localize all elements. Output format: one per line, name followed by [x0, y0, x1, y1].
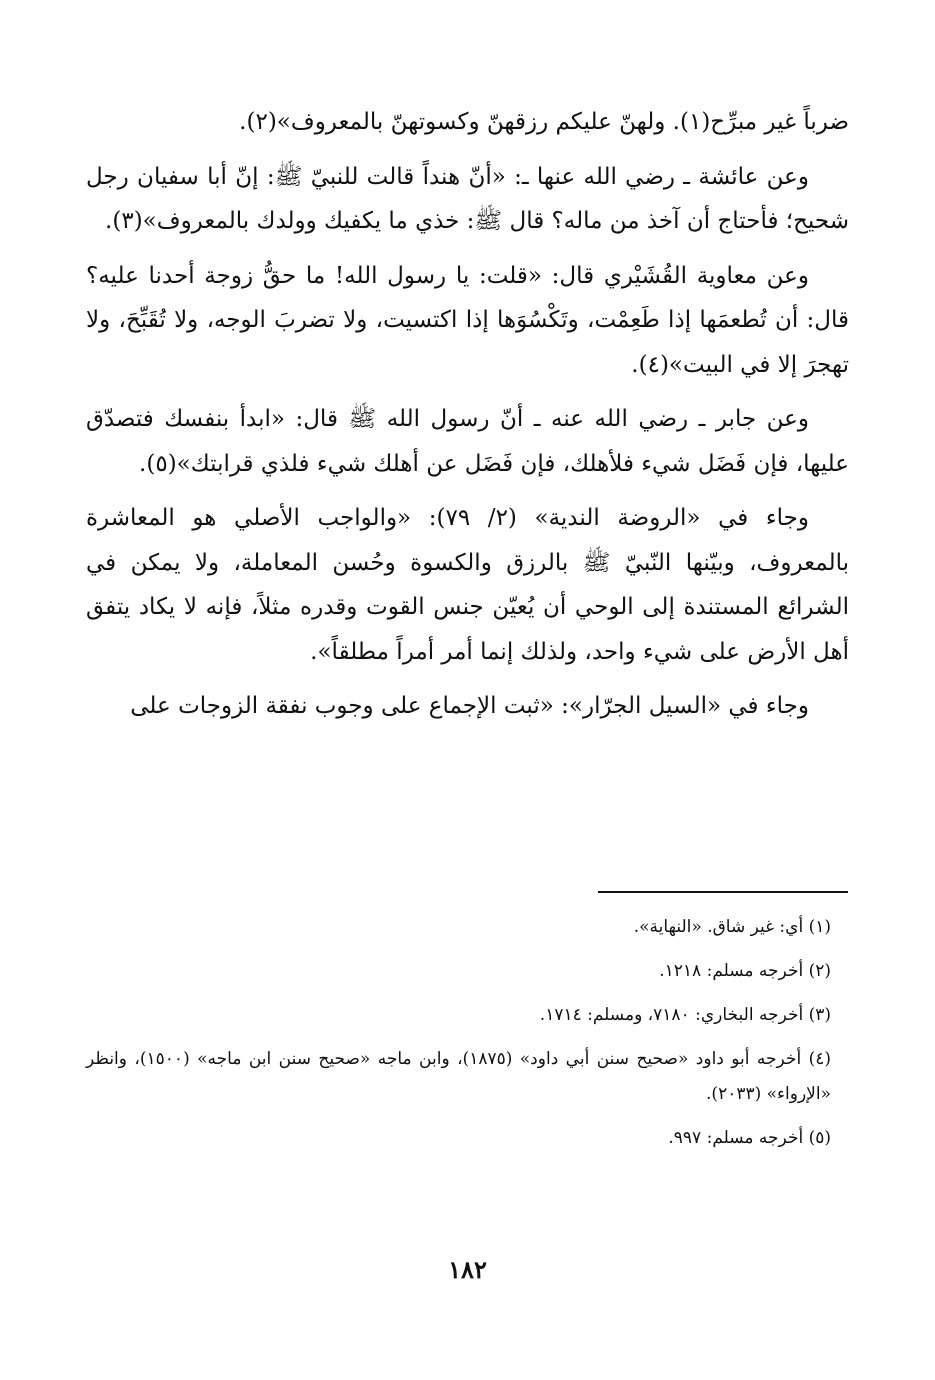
footnotes — [86, 910, 831, 1165]
main-text — [86, 100, 849, 739]
footnote: (٣) أخرجه البخاري: ٧١٨٠، ومسلم: ١٧١٤. — [539, 1005, 831, 1025]
paragraph: وجاء في «الروضة الندية» (٢/ ٧٩): «والواجب الأصلي هو المعاشرة بالمعروف، وبيّنها النّبيّ ﷺ بالرزق والكسوة وحُسن المعاملة، ولا يمكن في الشرائع المستندة إلى الوحي أن يُعيّن جنس القوت وقدره مثلاً، فإنه لا يكاد يتفق أهل الأرض على شيء واحد، ولذلك إنما أمر أمراً مطلقاً». — [86, 505, 849, 665]
paragraph: وعن عائشة ـ رضي الله عنها ـ: «أنّ هنداً قالت للنبيّ ﷺ: إنّ أبا سفيان رجل شحيح؛ فأحتاج أن آخذ من ماله؟ قال ﷺ: خذي ما يكفيك وولدك بالمعروف»(٣). — [86, 163, 849, 234]
page-number: ١٨٢ — [448, 1255, 487, 1284]
paragraph: وعن معاوية القُشَيْري قال: «قلت: يا رسول الله! ما حقُّ زوجة أحدنا عليه؟ قال: أن تُطعمَها إذا طَعِمْت، وتَكْسُوَها إذا اكتسيت، ولا تضربَ الوجه، ولا تُقَبِّحَ، ولا تهجرَ إلا في البيت»(٤). — [86, 262, 849, 378]
footnote-separator — [598, 891, 848, 893]
paragraph: وجاء في «السيل الجرّار»: «ثبت الإجماع على وجوب نفقة الزوجات على — [130, 693, 809, 719]
footnote: (٢) أخرجه مسلم: ١٢١٨. — [659, 961, 831, 981]
footnote: (٤) أخرجه أبو داود «صحيح سنن أبي داود» (١٨٧٥)، وابن ماجه «صحيح سنن ابن ماجه» (١٥٠٠)، وانظر «الإرواء» (٢٠٣٣). — [86, 1049, 831, 1104]
footnote: (٥) أخرجه مسلم: ٩٩٧. — [668, 1128, 831, 1148]
footnote: (١) أي: غير شاق. «النهاية». — [633, 917, 831, 937]
paragraph: ضرباً غير مبرِّح(١). ولهنّ عليكم رزقهنّ وكسوتهنّ بالمعروف»(٢). — [239, 109, 849, 135]
paragraph: وعن جابر ـ رضي الله عنه ـ أنّ رسول الله ﷺ قال: «ابدأ بنفسك فتصدّق عليها، فإن فَضَل شيء فلأهلك، فإن فَضَل عن أهلك شيء فلذي قرابتك»(٥). — [86, 406, 849, 477]
